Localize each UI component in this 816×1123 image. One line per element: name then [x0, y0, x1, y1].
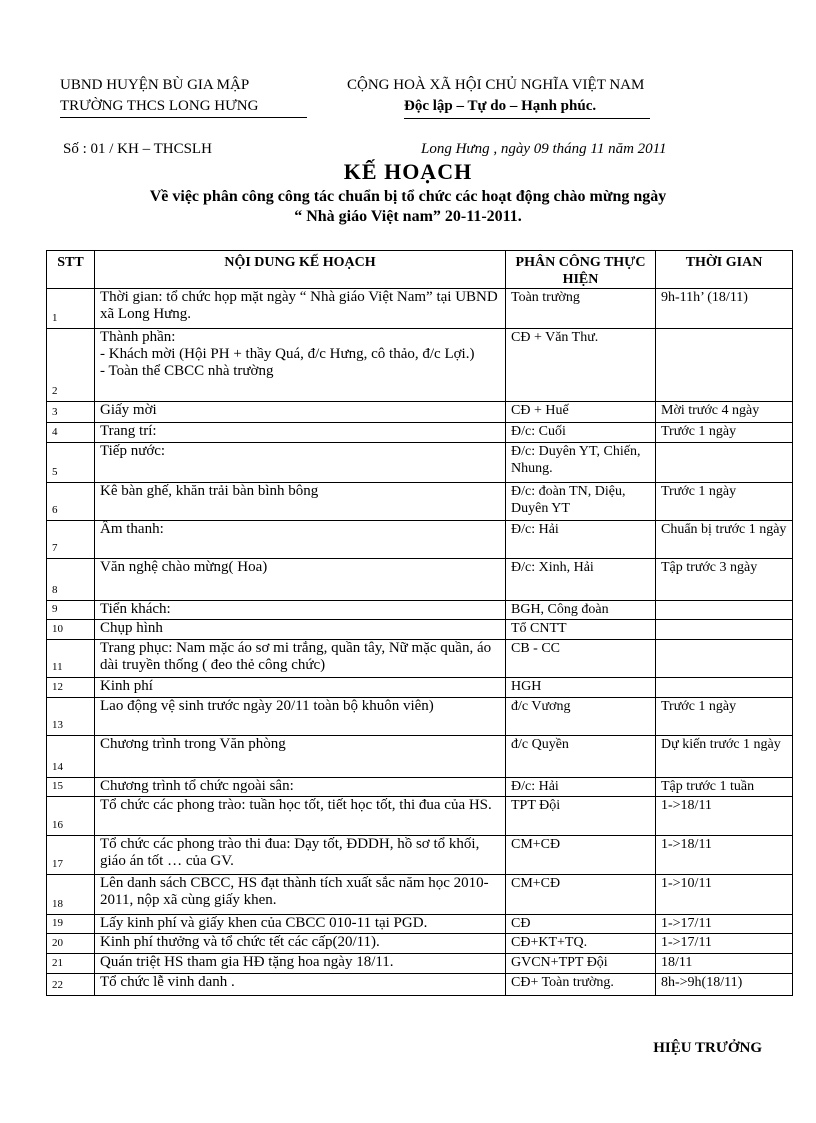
table-row	[47, 559, 793, 601]
cell-assign: CĐ + Văn Thư.	[506, 329, 656, 402]
cell-time	[656, 601, 793, 620]
header-time: THỜI GIAN	[656, 251, 793, 289]
table-row	[47, 289, 793, 329]
cell-assign: Đ/c: Cuối	[506, 423, 656, 443]
cell-stt: 18	[47, 875, 95, 915]
cell-time	[656, 640, 793, 678]
cell-stt: 15	[47, 778, 95, 797]
cell-content: Kê bàn ghế, khăn trải bàn bình bông	[95, 483, 506, 521]
cell-assign: CB - CC	[506, 640, 656, 678]
cell-content: Kinh phí thưởng và tổ chức tết các cấp(20/11).	[95, 934, 506, 954]
school-underline	[60, 117, 307, 118]
table-row	[47, 620, 793, 640]
cell-time: 1->18/11	[656, 797, 793, 836]
cell-assign: Đ/c: đoàn TN, Diệu, Duyên YT	[506, 483, 656, 521]
cell-stt: 8	[47, 559, 95, 601]
cell-content: Thời gian: tổ chức họp mặt ngày “ Nhà giáo Việt Nam” tại UBND xã Long Hưng.	[95, 289, 506, 329]
cell-stt: 13	[47, 698, 95, 736]
table-header-row	[47, 251, 793, 289]
cell-content: Chụp hình	[95, 620, 506, 640]
table-row	[47, 329, 793, 402]
header-content: NỘI DUNG KẾ HOẠCH	[95, 251, 506, 289]
table-row	[47, 678, 793, 698]
table-row	[47, 974, 793, 996]
cell-stt: 1	[47, 289, 95, 329]
cell-stt: 6	[47, 483, 95, 521]
cell-stt: 5	[47, 443, 95, 483]
cell-stt: 20	[47, 934, 95, 954]
cell-content: Văn nghệ chào mừng( Hoa)	[95, 559, 506, 601]
plan-table	[46, 250, 793, 996]
cell-stt: 19	[47, 915, 95, 934]
cell-assign: BGH, Công đoàn	[506, 601, 656, 620]
document-date: Long Hưng , ngày 09 tháng 11 năm 2011	[421, 141, 667, 157]
cell-stt: 16	[47, 797, 95, 836]
table-row	[47, 601, 793, 620]
cell-assign: CM+CĐ	[506, 836, 656, 875]
table-row	[47, 521, 793, 559]
cell-assign: CĐ+ Toàn trường.	[506, 974, 656, 996]
cell-time	[656, 678, 793, 698]
cell-time: Chuẩn bị trước 1 ngày	[656, 521, 793, 559]
cell-stt: 7	[47, 521, 95, 559]
subtitle-line-2: “ Nhà giáo Việt nam” 20-11-2011.	[294, 208, 522, 225]
cell-time: Mời trước 4 ngày	[656, 402, 793, 423]
cell-time: 18/11	[656, 954, 793, 974]
cell-stt: 21	[47, 954, 95, 974]
cell-time: Tập trước 3 ngày	[656, 559, 793, 601]
country-name: CỘNG HOÀ XÃ HỘI CHỦ NGHĨA VIỆT NAM	[347, 77, 645, 93]
table-row	[47, 698, 793, 736]
cell-content: Quán triệt HS tham gia HĐ tặng hoa ngày 18/11.	[95, 954, 506, 974]
page-title: KẾ HOẠCH	[343, 159, 473, 184]
cell-time	[656, 329, 793, 402]
cell-content: Tổ chức các phong trào thi đua: Dạy tốt, ĐDDH, hồ sơ tổ khối, giáo án tốt … của GV.	[95, 836, 506, 875]
cell-content: Trang trí:	[95, 423, 506, 443]
cell-content: Tổ chức lễ vinh danh .	[95, 974, 506, 996]
cell-stt: 10	[47, 620, 95, 640]
cell-content: Kinh phí	[95, 678, 506, 698]
cell-assign: Đ/c: Duyên YT, Chiến, Nhung.	[506, 443, 656, 483]
agency-name: UBND HUYỆN BÙ GIA MẬP	[60, 77, 250, 93]
cell-stt: 17	[47, 836, 95, 875]
cell-content: Âm thanh:	[95, 521, 506, 559]
motto-underline	[404, 118, 650, 119]
cell-stt: 3	[47, 402, 95, 423]
cell-assign: Toàn trường	[506, 289, 656, 329]
cell-time: Trước 1 ngày	[656, 698, 793, 736]
cell-assign: CM+CĐ	[506, 875, 656, 915]
cell-content: Tiển khách:	[95, 601, 506, 620]
cell-time: 1->18/11	[656, 836, 793, 875]
cell-content: Chương trình tổ chức ngoài sân:	[95, 778, 506, 797]
cell-assign: Đ/c: Xinh, Hải	[506, 559, 656, 601]
cell-time: Dự kiến trước 1 ngày	[656, 736, 793, 778]
table-row	[47, 934, 793, 954]
table-row	[47, 443, 793, 483]
cell-time	[656, 620, 793, 640]
cell-stt: 9	[47, 601, 95, 620]
cell-assign: GVCN+TPT Đội	[506, 954, 656, 974]
cell-assign: TPT Đội	[506, 797, 656, 836]
cell-assign: Tổ CNTT	[506, 620, 656, 640]
signature-title: HIỆU TRƯỞNG	[653, 1040, 762, 1056]
cell-stt: 4	[47, 423, 95, 443]
cell-content: Giấy mời	[95, 402, 506, 423]
cell-stt: 11	[47, 640, 95, 678]
cell-time: 8h->9h(18/11)	[656, 974, 793, 996]
cell-content: Thành phần: - Khách mời (Hội PH + thầy Quá, đ/c Hưng, cô thảo, đ/c Lợi.) - Toàn thể CBCC nhà trường	[95, 329, 506, 402]
cell-assign: CĐ + Huế	[506, 402, 656, 423]
cell-content: Lao động vệ sinh trước ngày 20/11 toàn bộ khuôn viên)	[95, 698, 506, 736]
cell-assign: Đ/c: Hải	[506, 521, 656, 559]
table-row	[47, 778, 793, 797]
table-row	[47, 402, 793, 423]
cell-content: Lấy kinh phí và giấy khen của CBCC 010-11 tại PGD.	[95, 915, 506, 934]
table-row	[47, 640, 793, 678]
table-row	[47, 736, 793, 778]
cell-assign: HGH	[506, 678, 656, 698]
document-number: Số : 01 / KH – THCSLH	[63, 141, 212, 157]
cell-assign: đ/c Quyền	[506, 736, 656, 778]
table-row	[47, 954, 793, 974]
header-assign: PHÂN CÔNG THỰC HIỆN	[506, 251, 656, 289]
cell-assign: Đ/c: Hải	[506, 778, 656, 797]
school-name: TRƯỜNG THCS LONG HƯNG	[60, 98, 259, 114]
table-row	[47, 915, 793, 934]
cell-content: Tiếp nước:	[95, 443, 506, 483]
cell-content: Trang phục: Nam mặc áo sơ mi trắng, quần tây, Nữ mặc quần, áo dài truyền thống ( đeo thẻ công chức)	[95, 640, 506, 678]
table-row	[47, 423, 793, 443]
subtitle-line-1: Về việc phân công công tác chuẩn bị tổ chức các hoạt động chào mừng ngày	[149, 188, 667, 205]
cell-stt: 14	[47, 736, 95, 778]
motto: Độc lập – Tự do – Hạnh phúc.	[404, 98, 597, 114]
cell-assign: CĐ+KT+TQ.	[506, 934, 656, 954]
cell-time: Trước 1 ngày	[656, 483, 793, 521]
cell-stt: 22	[47, 974, 95, 996]
cell-time	[656, 443, 793, 483]
cell-assign: CĐ	[506, 915, 656, 934]
cell-time: 1->17/11	[656, 934, 793, 954]
cell-time: Trước 1 ngày	[656, 423, 793, 443]
cell-time: 9h-11h’ (18/11)	[656, 289, 793, 329]
table-row	[47, 797, 793, 836]
cell-stt: 12	[47, 678, 95, 698]
header-stt: STT	[47, 251, 95, 289]
cell-stt: 2	[47, 329, 95, 402]
cell-content: Chương trình trong Văn phòng	[95, 736, 506, 778]
table-row	[47, 875, 793, 915]
cell-content: Lên danh sách CBCC, HS đạt thành tích xuất sắc năm học 2010-2011, nộp xã cùng giấy khen.	[95, 875, 506, 915]
table-row	[47, 483, 793, 521]
cell-time: 1->17/11	[656, 915, 793, 934]
cell-assign: đ/c Vương	[506, 698, 656, 736]
table-row	[47, 836, 793, 875]
cell-content: Tổ chức các phong trào: tuần học tốt, tiết học tốt, thi đua của HS.	[95, 797, 506, 836]
cell-time: Tập trước 1 tuần	[656, 778, 793, 797]
cell-time: 1->10/11	[656, 875, 793, 915]
